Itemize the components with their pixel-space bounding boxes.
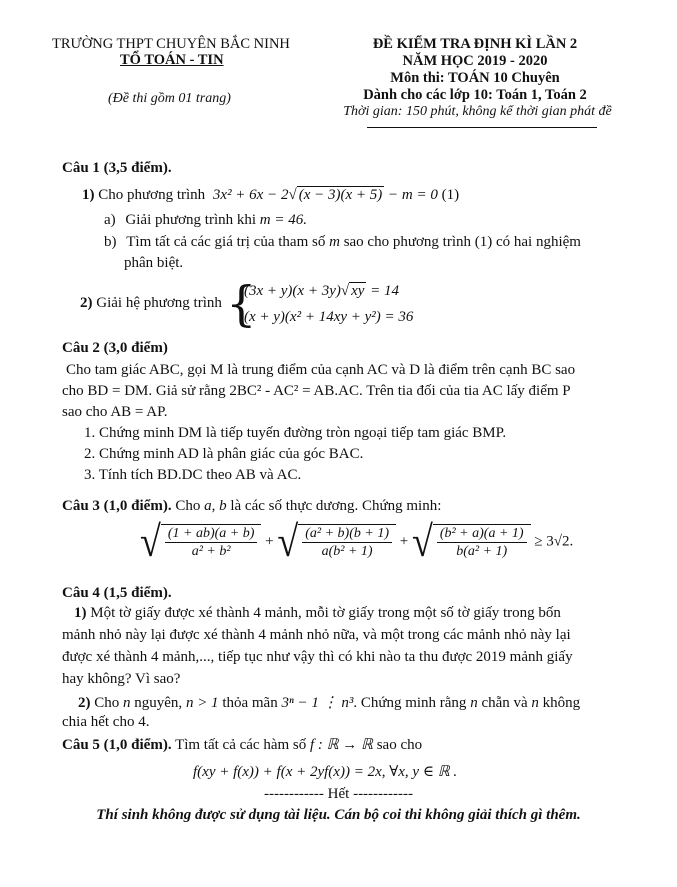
exam-time: Thời gian: 150 phút, không kể thời gian phát đề: [343, 104, 612, 119]
q3-text-1: Cho: [175, 498, 201, 514]
q3-f2-den: a(b² + 1): [321, 544, 373, 559]
classes: Dành cho các lớp 10: Toán 1, Toán 2: [363, 87, 587, 103]
q3-inequality: [140, 517, 574, 567]
end-marker: ------------ Hết ------------: [263, 786, 414, 802]
footer-note: Thí sinh không được sử dụng tài liệu. Cán bộ coi thi không giải thích gì thêm.: [96, 807, 581, 823]
q5-equation: f(xy + f(x)) + f(x + 2yf(x)) = 2x, ∀x, y ∈ ℝ .: [193, 764, 458, 780]
q3-radical-3: √: [411, 517, 433, 567]
q4-part2-text-1: Cho: [94, 695, 120, 711]
q3-plus-2: +: [399, 533, 409, 550]
q2-title: Câu 2 (3,0 điểm): [62, 340, 168, 356]
q1-b-label: b): [104, 234, 117, 250]
q5-text-1: Tìm tất cả các hàm số: [175, 737, 307, 753]
q4-part2-text-6: không: [542, 695, 581, 711]
q4-part2-n-3: n: [531, 695, 539, 711]
q1-part1-label: 1): [82, 187, 95, 203]
q3-f3-num: (b² + a)(a + 1): [437, 525, 527, 543]
q3-fraction-2: [302, 525, 392, 560]
q5-function: f : ℝ → ℝ: [310, 737, 373, 753]
q4-part2-text-5: chẵn và: [481, 695, 528, 711]
q1-a-text: Giải phương trình khi: [125, 212, 257, 228]
q2-item-3: 3. Tính tích BD.DC theo AB và AC.: [84, 467, 302, 483]
q1-b-text-2: sao cho phương trình (1) có hai nghiệm: [343, 234, 581, 250]
q4-part1-line-1: [74, 605, 561, 622]
q3-math-ab: a, b: [204, 498, 227, 514]
q1-title: Câu 1 (3,5 điểm).: [62, 160, 172, 176]
q1-part-a: [104, 212, 307, 229]
q1-b-text-1: Tìm tất cả các giá trị của tham số: [126, 234, 326, 250]
system-eq-2: (x + y)(x² + 14xy + y²) = 36: [244, 309, 414, 325]
q3-fraction-1: [165, 525, 258, 560]
q1-part2: [80, 295, 222, 312]
q4-part2-text-2: nguyên,: [134, 695, 183, 711]
q3-fraction-1-wrap: [161, 524, 262, 560]
system-eq-1-radicand: xy: [351, 283, 365, 299]
q1-part2-text: Giải hệ phương trình: [96, 295, 222, 311]
q1-radical-sign: √: [288, 187, 297, 203]
q5-text-2: sao cho: [376, 737, 423, 753]
q4-part2-text-4: . Chứng minh rằng: [353, 695, 467, 711]
q3-radical-1: √: [140, 517, 161, 567]
q1-equation-tag: (1): [441, 187, 460, 203]
q3-statement: [62, 498, 441, 515]
q5-title: Câu 5 (1,0 điểm).: [62, 737, 172, 753]
q1-equation-radicand: (x − 3)(x + 5): [298, 187, 383, 203]
header-rule: [367, 127, 597, 128]
q1-a-label: a): [104, 212, 116, 228]
q4-part2-condition: n > 1: [185, 695, 219, 711]
q1-b-math: m: [329, 234, 340, 250]
q4-part2-line-2: chia hết cho 4.: [62, 714, 150, 730]
pages-note: (Đề thi gồm 01 trang): [108, 91, 231, 106]
system-eq-1: [244, 282, 399, 300]
system-eq-1-b: = 14: [370, 283, 400, 299]
q3-text-2: là các số thực dương. Chứng minh:: [230, 498, 442, 514]
q1-part1: [82, 186, 459, 204]
q4-part1-text-1: Một tờ giấy được xé thành 4 mảnh, mỗi tờ giấy trong một số tờ giấy trong bốn: [90, 605, 561, 621]
q4-part1-line-4: hay không? Vì sao?: [62, 671, 181, 687]
exam-title: ĐỀ KIỂM TRA ĐỊNH KÌ LẦN 2: [372, 36, 578, 52]
q3-f2-num: (a² + b)(b + 1): [302, 525, 392, 543]
q5-statement: [62, 735, 422, 754]
q3-f3-den: b(a² + 1): [456, 544, 508, 559]
q3-fraction-2-wrap: [298, 524, 396, 560]
q2-line-1: Cho tam giác ABC, gọi M là trung điểm của cạnh AC và D là điểm trên cạnh BC sao: [66, 362, 576, 378]
school-year: NĂM HỌC 2019 - 2020: [402, 53, 548, 69]
q1-part-b: [104, 234, 581, 251]
q4-title: Câu 4 (1,5 điểm).: [62, 585, 172, 601]
department-name: TỔ TOÁN - TIN: [120, 52, 224, 68]
q3-title: Câu 3 (1,0 điểm).: [62, 498, 172, 514]
q2-item-1: 1. Chứng minh DM là tiếp tuyến đường tròn ngoại tiếp tam giác BMP.: [84, 425, 507, 441]
q4-part1-line-3: được xé thành 4 mảnh,..., tiếp tục như vậy thì có khi nào ta thu được 2019 mảnh giấy: [62, 649, 573, 665]
q3-f1-num: (1 + ab)(a + b): [165, 525, 258, 543]
q4-part1-label: 1): [74, 605, 87, 621]
subject: Môn thi: TOÁN 10 Chuyên: [390, 70, 560, 86]
school-name: TRƯỜNG THPT CHUYÊN BẮC NINH: [52, 36, 290, 52]
q2-line-3: sao cho AB = AP.: [62, 404, 168, 420]
q1-equation-a: 3x² + 6x − 2: [212, 187, 289, 203]
system-brace: {: [226, 276, 257, 332]
q1-a-math: m = 46.: [259, 212, 308, 228]
q1-part2-label: 2): [80, 295, 93, 311]
q3-radical-2: √: [277, 517, 299, 567]
q1-part1-text: Cho phương trình: [98, 187, 206, 203]
q4-part2-label: 2): [78, 695, 91, 711]
q3-fraction-3: [437, 525, 527, 560]
q4-part2-n-1: n: [123, 695, 131, 711]
q4-part2-divisibility: 3ⁿ − 1 ⋮ n³: [281, 695, 354, 711]
q2-line-2: cho BD = DM. Giả sử rằng 2BC² - AC² = AB.AC. Trên tia đối của tia AC lấy điểm P: [62, 383, 571, 399]
q3-plus-1: +: [265, 533, 274, 550]
system-eq-1-a: (3x + y)(x + 3y): [244, 283, 341, 299]
q4-part2-line-1: [78, 693, 580, 712]
q3-f1-den: a² + b²: [191, 544, 231, 559]
q3-fraction-3-wrap: [433, 524, 531, 560]
q3-rhs: ≥ 3√2.: [534, 533, 574, 550]
q2-item-2: 2. Chứng minh AD là phân giác của góc BAC.: [84, 446, 364, 462]
q1-b-text-3: phân biệt.: [124, 255, 184, 271]
q4-part2-n-2: n: [470, 695, 478, 711]
q4-part1-line-2: mảnh nhỏ này lại được xé thành 4 mảnh nhỏ nữa, và một trong các mảnh nhỏ này lại: [62, 627, 571, 643]
q1-equation-b: − m = 0: [388, 187, 438, 203]
system-eq-1-radical: √: [340, 283, 350, 299]
q4-part2-text-3: thỏa mãn: [222, 695, 278, 711]
